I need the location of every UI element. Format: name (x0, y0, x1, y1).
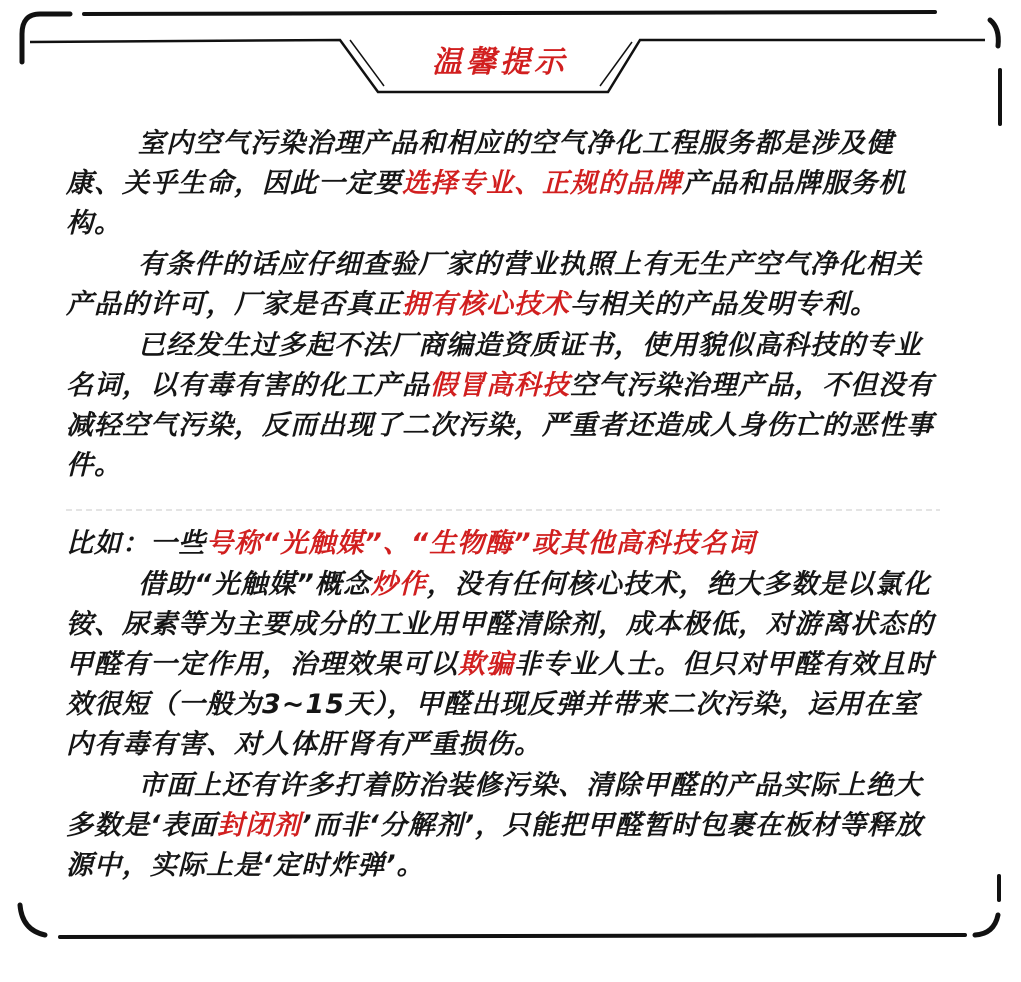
highlight-segment: 封闭剂 (217, 810, 302, 841)
text-segment: 空气污染治理产品，不但没有减轻空气污染，反而出现了二次污染，严重者还造成人身伤亡的恶性事件。 (66, 370, 934, 481)
highlight-segment: 炒作 (370, 569, 427, 600)
text-segment: 市面上还有许多打着防治装修污染、清除甲醛的产品实际上绝大多数是‘表面 (66, 770, 922, 841)
page-title: 温馨提示 (432, 45, 568, 80)
text-segment: 已经发生过多起不法厂商编造资质证书，使用貌似高科技的专业名词，以有毒有害的化工产品 (66, 330, 922, 401)
text-segment: ，没有任何核心技术，绝大多数是以氯化铵、尿素等为主要成分的工业用甲醛清除剂，成本极低，对游离状态的甲醛有一定作用，治理效果可以 (66, 569, 934, 680)
paragraph-photocatalyst (66, 565, 946, 765)
text-segment: 室内空气污染治理产品和相应的空气净化工程服务都是涉及健康、关乎生命，因此一定要 (66, 128, 894, 199)
text-segment: 与相关的产品发明专利。 (570, 289, 878, 320)
paragraph-brand-choice (66, 124, 946, 244)
section-gap (66, 486, 946, 524)
text-segment: 比如：一些 (66, 528, 206, 559)
text-segment: 借助“光触媒”概念 (138, 569, 371, 600)
highlight-segment: 选择专业、正规的品牌 (402, 168, 682, 199)
paragraph-fake-products (66, 326, 946, 486)
paragraph-sealant (66, 766, 946, 886)
text-segment: ’而非‘分解剂’，只能把甲醛暂时包裹在板材等释放源中，实际上是‘定时炸弹’。 (66, 810, 924, 881)
notice-content (66, 124, 946, 886)
highlight-segment: 拥有核心技术 (402, 289, 570, 320)
example-heading (66, 524, 946, 564)
text-segment: 有条件的话应仔细查验厂家的营业执照上有无生产空气净化相关产品的许可，厂家是否真正 (66, 249, 922, 320)
paragraph-license-check (66, 245, 946, 325)
highlight-segment: 号称“光触媒”、“生物酶”或其他高科技名词 (206, 528, 756, 559)
highlight-segment: 假冒高科技 (430, 370, 570, 401)
text-segment: 非专业人士。但只对甲醛有效且时效很短（一般为3~15天），甲醛出现反弹并带来二次污染，运用在室内有毒有害、对人体肝肾有严重损伤。 (66, 649, 934, 760)
highlight-segment: 欺骗 (458, 649, 514, 680)
text-segment: 产品和品牌服务机构。 (66, 168, 906, 239)
